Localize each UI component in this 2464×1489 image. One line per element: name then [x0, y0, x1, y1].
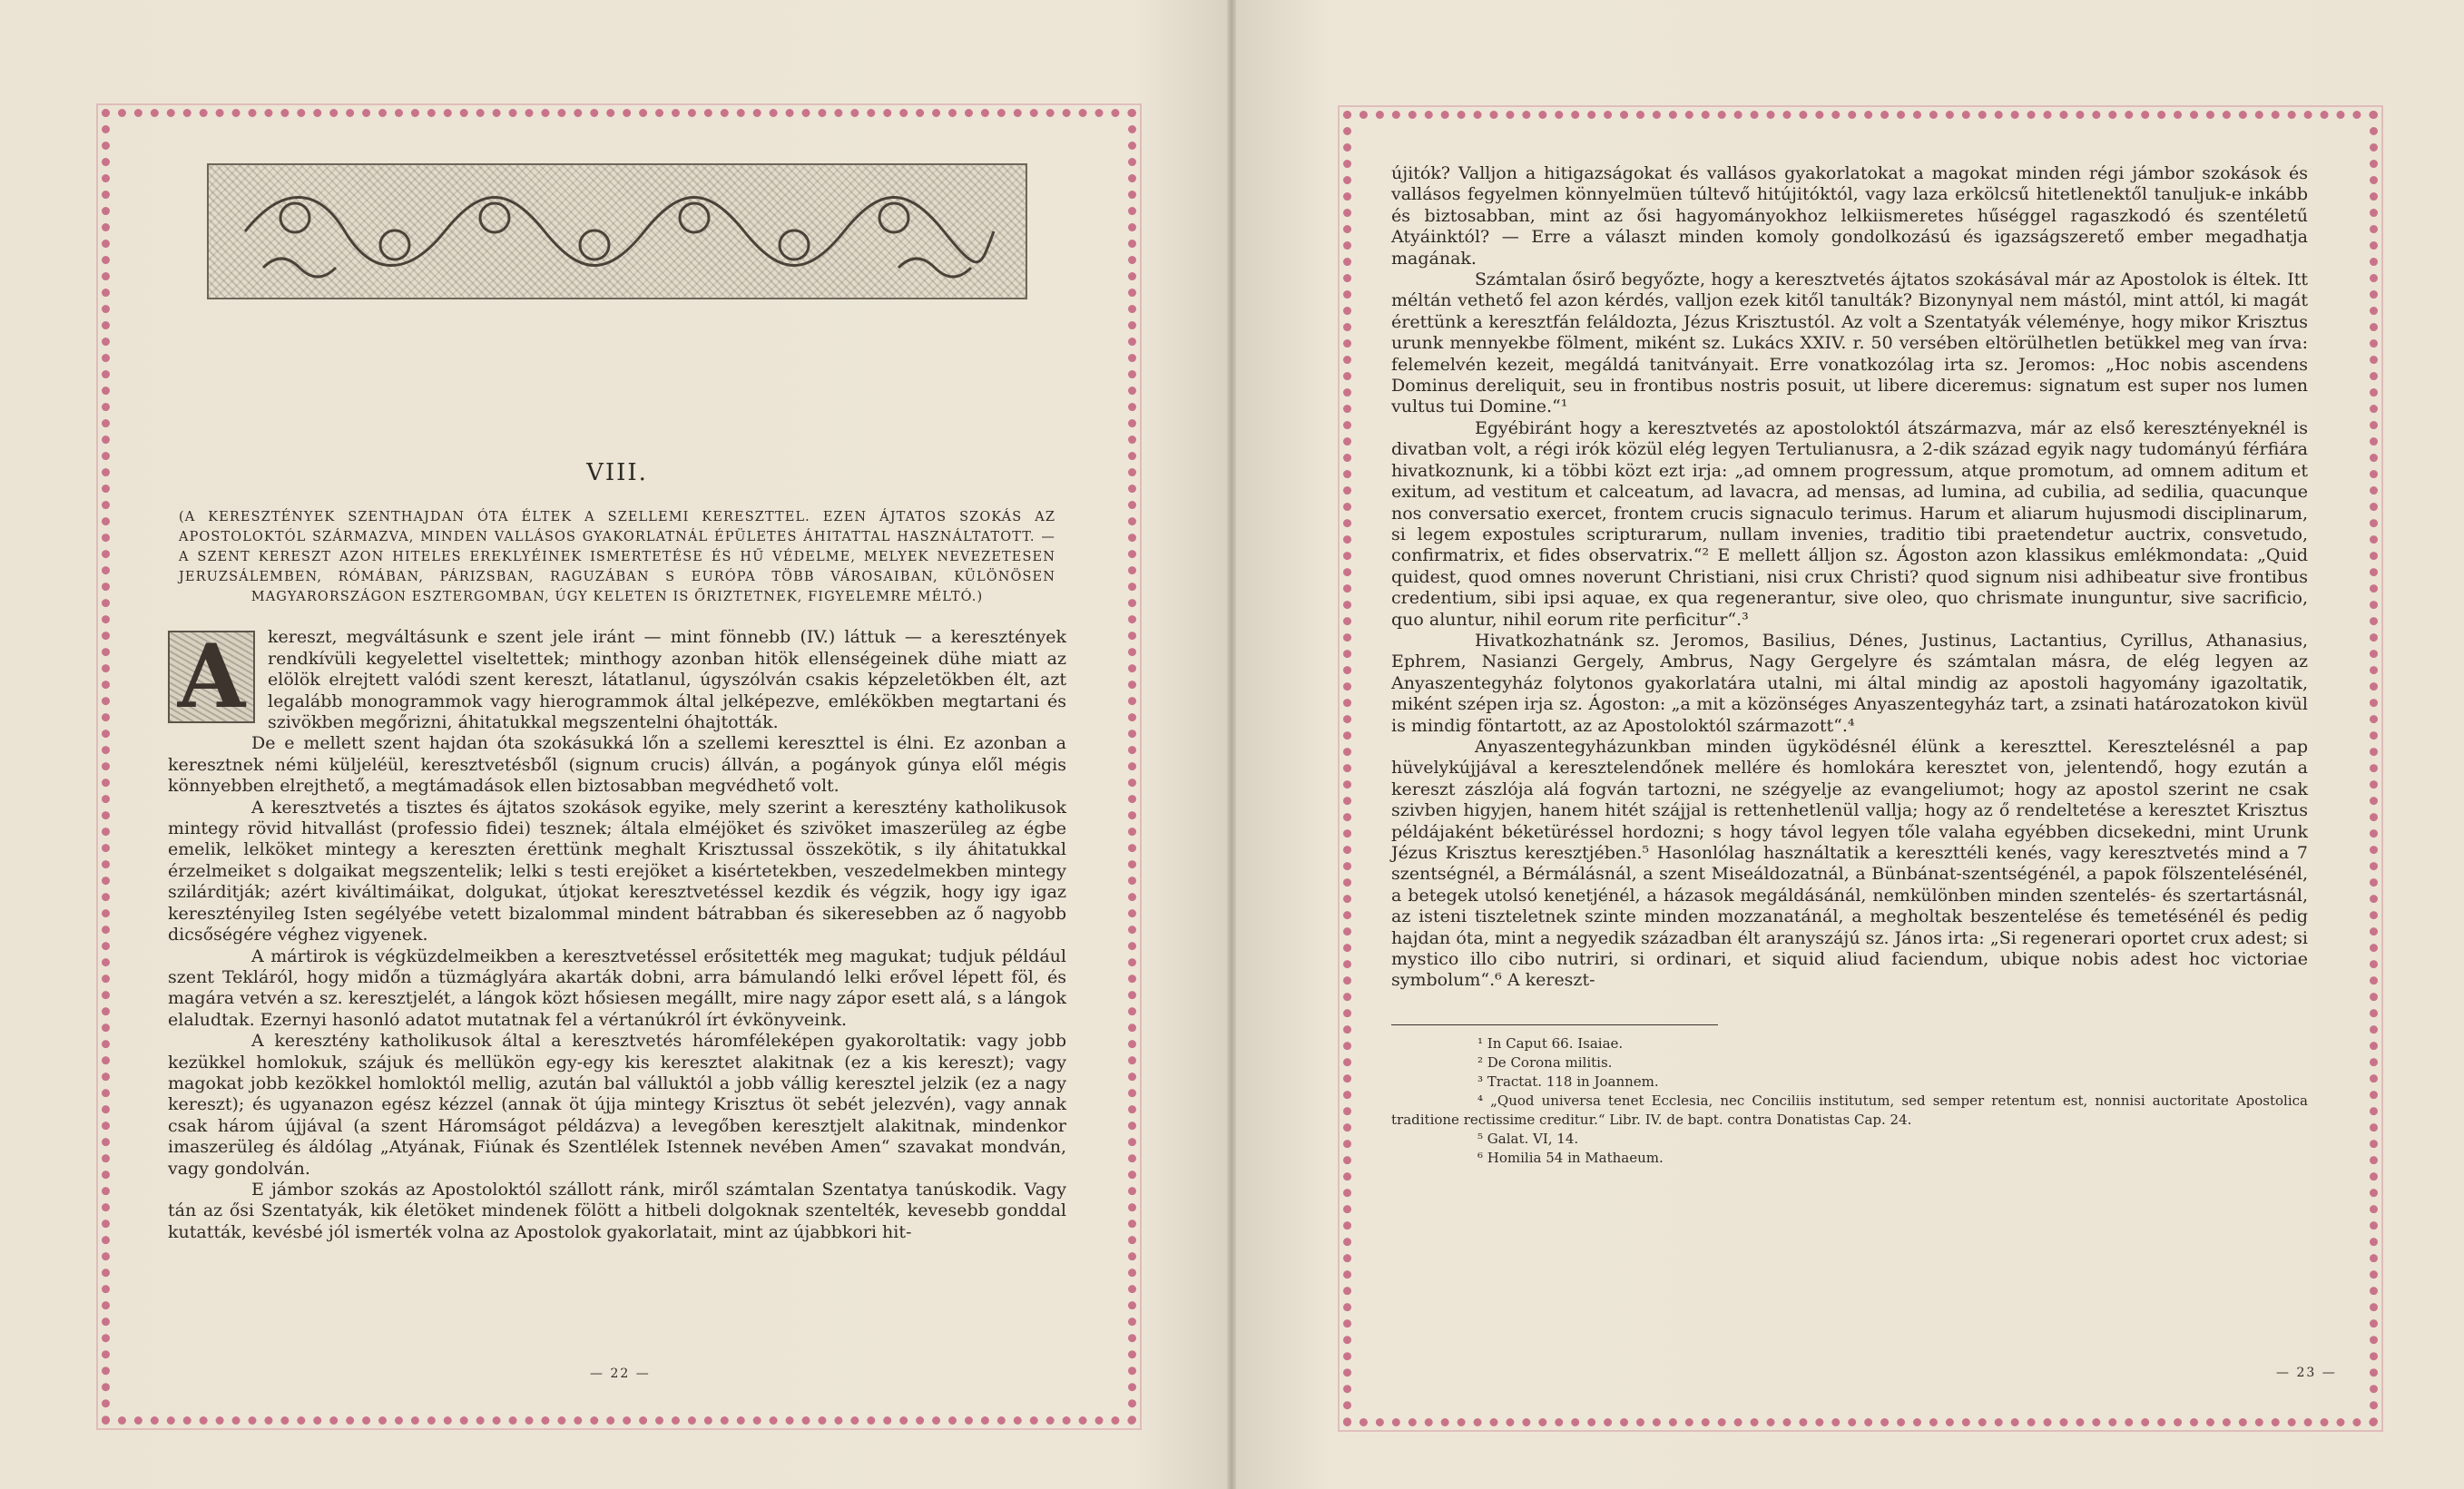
- right-page-content: [1391, 163, 2308, 1168]
- footnote-divider: [1391, 1024, 1718, 1025]
- footnotes: [1391, 1034, 2308, 1168]
- right-page: [1232, 0, 2464, 1489]
- left-page-content: [168, 163, 1066, 1243]
- footnote: ⁴ „Quod universa tenet Ecclesia, nec Conciliis institutum, sed semper retentum est, nonnisi auctoritate Apostolica traditione rectissime creditur.“ Libr. IV. de bapt. contra Donatistas Cap. 24.: [1391, 1092, 2308, 1128]
- footnote: ⁵ Galat. VI, 14.: [1477, 1130, 1579, 1147]
- paragraph: De e mellett szent hajdan óta szokásukká lőn a szellemi kereszttel is élni. Ez azonban a keresztnek némi küljeléül, keresztvetésből (signum crucis) állván, a pogányok gúnya elől mégis könnyebben elrejthető, a megtámadások ellen biztosabban megvédhető volt.: [168, 733, 1066, 797]
- page-number: — 23 —: [2276, 1366, 2337, 1380]
- footnote: ⁶ Homilia 54 in Mathaeum.: [1477, 1149, 1664, 1166]
- paragraph: A mártirok is végküzdelmeikben a keresztvetéssel erősitették meg magukat; tudjuk például szent Tekláról, hogy midőn a tüzmáglyára akarták dobni, arra bámulandó lelki erővel lépett föl, és magára vetvén a sz. keresztjelét, a lángok közt hősiesen megállt, mire nagy zápor esett alá, s a lángok elaludtak. Ezernyi hasonló adatot mutatnak fel a vértanúkról írt évkönyveink.: [168, 945, 1066, 1030]
- chapter-summary: (A KERESZTÉNYEK SZENTHAJDAN ÓTA ÉLTEK A SZELLEMI KERESZTTEL. EZEN ÁJTATOS SZOKÁS AZ APOSTOLOKTÓL SZÁRMAZVA, MINDEN VALLÁSOS GYAKORLATNÁL ÉPÜLETES ÁHITATTAL HASZNÁLTATOTT. — A SZENT KERESZT AZON HITELES EREKLYÉINEK ISMERTETÉSE ÉS HŰ VÉDELME, MELYEK NEVEZETESEN JERUZSÁLEMBEN, RÓMÁBAN, PÁRIZSBAN, RAGUZÁBAN S EURÓPA TÖBB VÁROSAIBAN, KÜLÖNÖSEN MAGYARORSZÁGON ESZTERGOMBAN, ÚGY KELETEN IS ŐRIZTETNEK, FIGYELEMRE MÉLTÓ.): [179, 510, 1055, 605]
- paragraph: Anyaszentegyházunkban minden ügyködésnél élünk a kereszttel. Keresztelésnél a pap hüvelykújjával a keresztelendőnek mellére és homlokára keresztet von, jelentendő, hogy ezután a kereszt zászlója alá fogván tartozni, ne szégyelje az evangeliumot; hogy az apostol szerint ne csak szivben higyjen, hanem hitét szájjal is rettenhetlenül vallja; hogy az ő rendeltetése a keresztet Krisztus példájaként béketüréssel hordozni; s hogy távol legyen tőle valaha egyébben dicsekedni, mint Urunk Jézus Krisztus keresztjében.⁵ Hasonlólag használtatik a kereszttéli kenés, vagy keresztvetés mind a 7 szentségnél, a Bérmálásnál, a szent Miseáldozatnál, a Bünbánat-szentségénél, a papok fölszentelésénél, a betegek utolsó kenetjénél, a házasok megáldásánál, nemkülönben minden szentelés- és szertartásnál, az isteni tiszteletnek szinte minden mozzanatánál, a megholtak beszentelése és temetésénél és pedig hajdan óta, mint a negyedik században élt aranyszájú sz. János irta: „Si regenerari oportet crux adest; si mystico illo cibo nutriri, si ordinari, et siquid aliud faciendum, ubique nobis adest hoc victoriae symbolum“.⁶ A kereszt-: [1391, 736, 2308, 991]
- paragraph: E jámbor szokás az Apostoloktól szállott ránk, miről számtalan Szentatya tanúskodik. Vagy tán az ősi Szentatyák, kik életöket mindenek fölött a hitbeli dolgoknak szentelték, kevesebb gonddal kutatták, kevésbé jól ismerték volna az Apostolok gyakorlatait, mint az újabbkori hit-: [168, 1179, 1066, 1242]
- paragraph: újitók? Valljon a hitigazságokat és vallásos gyakorlatokat a magokat minden régi jámbor szokások és vallásos fegyelmen könnyelmüen túltevő hitújitóktól, vagy laza erkölcsű hitetlenektől tanuljuk-e inkább és biztosabban, mint az ősi hagyományokhoz lelkiismeretes hűséggel ragaszkodó és szentéletű Atyáinktól? — Erre a választ minden komoly gondolkozású és igazságszerető ember megadhatja magának.: [1391, 163, 2308, 269]
- footnote: ³ Tractat. 118 in Joannem.: [1477, 1073, 1659, 1090]
- drop-cap-initial: A: [168, 631, 255, 723]
- chapter-number: VIII.: [586, 459, 648, 486]
- paragraph: Számtalan ősirő begyőzte, hogy a keresztvetés ájtatos szokásával már az Apostolok is éltek. Itt méltán vethető fel azon kérdés, valljon ezek kitől tanulták? Bizonynyal nem mástól, mint attól, ki magát érettünk a keresztfán feláldozta, Jézus Krisztustól. Az volt a Szentatyák véleménye, hogy mikor Krisztus urunk mennyekbe fölment, miként sz. Lukács XXIV. r. 50 versében eltörülhetlen betükkel meg van írva: felemelvén kezeit, megáldá tanitványait. Erre vonatkozólag irta sz. Jeromos: „Hoc nobis ascendens Dominus dereliquit, seu in frontibus nostris posuit, ut libere diceremus: signatum est super nos lumen vultus tui Domine.“¹: [1391, 269, 2308, 417]
- paragraph: A keresztény katholikusok által a keresztvetés háromféleképen gyakoroltatik: vagy jobb kezükkel homlokuk, szájuk és mellükön egy-egy kis keresztet alakitnak (ez a kis kereszt); vagy magokat jobb kezökkel homloktól mellig, azután bal válluktól a jobb vállig keresztel jelzik (ez a nagy kereszt); és ugyanazon egész kézzel (annak öt újja mintegy Krisztus öt sebét jelezvén), vagy annak csak három újjával (a szent Háromságot példázva) a levegőben keresztjelt alakitnak, mindenkor imaszerüleg és áldólag „Atyának, Fiúnak és Szentlélek Istennek nevében Amen“ szavakat mondván, vagy gondolván.: [168, 1031, 1066, 1179]
- paragraph: Hivatkozhatnánk sz. Jeromos, Basilius, Dénes, Justinus, Lactantius, Cyrillus, Athanasius, Ephrem, Nasianzi Gergely, Ambrus, Nagy Gergelyre és számtalan másra, de elég legyen az Anyaszentegyház folytonos gyakorlatára utalni, mi által mindig az apostoli hagyomány igazoltatik, miként szépen irja sz. Ágoston: „a mit a közönséges Anyaszentegyház tart, a zsinati határozatokon kivül is mindig föntartott, az az Apostoloktól származott“.⁴: [1391, 630, 2308, 736]
- paragraph: kereszt, megváltásunk e szent jele iránt — mint fönnebb (IV.) láttuk — a keresztények rendkívüli kegyelettel viseltettek; minthogy azonban hitök ellenségeinek dühe miatt az elölök elrejtett valódi szent kereszt, látatlanul, úgyszólván csakis képzeletökben élt, azt legalább monogrammok vagy hierogrammok által jelképezve, emlékökben megtartani és szivökben megőrizni, áhitatukkal megszentelni óhajtották.: [268, 627, 1066, 733]
- footnote: ² De Corona militis.: [1477, 1053, 1613, 1071]
- page-number: — 22 —: [590, 1367, 651, 1381]
- footnote: ¹ In Caput 66. Isaiae.: [1477, 1034, 1624, 1052]
- ornamental-header-vignette: [207, 163, 1027, 299]
- paragraph: A keresztvetés a tisztes és ájtatos szokások egyike, mely szerint a keresztény katholikusok mintegy rövid hitvallást (professio fidei) tesznek; általa elméjöket és szivöket imaszerüleg az égbe emelik, lelköket mintegy a kereszten érettünk meghalt Krisztussal összekötik, s ily áhitatukkal érzelmeiket s dolgaikat megszentelik; lelki s testi erejöket a kisértetekben, veszedelmekben mintegy szilárditják; azért kiváltimáikat, dolgukat, útjokat keresztvetéssel kezdik és végzik, hogy igy igaz keresztényileg Isten segélyébe vetett bizalommal mindent bátrabban és sikeresebben az ő nagyobb dicsőségére véghez vigyenek.: [168, 797, 1066, 945]
- scroll-ornament-icon: [227, 177, 1007, 286]
- paragraph: Egyébiránt hogy a keresztvetés az apostoloktól átszármazva, már az első keresztényeknél is divatban volt, a régi irók közül elég legyen Tertulianusra, a 2-dik század egyik nagy tudományú férfiára hivatkoznunk, ki a többi közt ezt irja: „ad omnem progressum, atque promotum, ad omnem aditum et exitum, ad vestitum et calceatum, ad lavacra, ad mensas, ad lumina, ad cubilia, ad sedilia, quacunque nos conversatio exercet, frontem crucis signaculo terimus. Harum et aliarum hujusmodi disciplinarum, si legem expostules scripturarum, nullam invenies, traditio tibi praetendetur auctrix, consvetudo, confirmatrix, et fides observatrix.“² E mellett álljon sz. Ágoston azon klassikus emlékmondata: „Quid quidest, quod omnes noverunt Christiani, nisi crux Christi? quod signum nisi adhibeatur sive frontibus credentium, sibi ipsi aquae, ex qua regenerantur, sive oleo, quo chrismate inunguntur, sive sacrificio, quo aluntur, nihil eorum rite perficitur“.³: [1391, 417, 2308, 630]
- first-paragraph: [168, 627, 1066, 733]
